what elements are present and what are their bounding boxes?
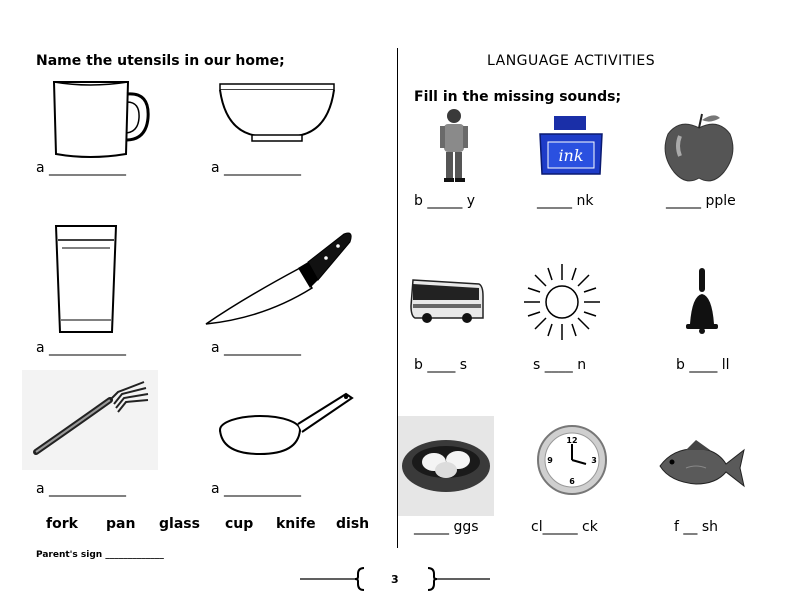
sun-icon <box>522 262 602 342</box>
word-cup: cup <box>225 516 254 532</box>
answer-line-3[interactable]: a ___________ <box>36 340 127 356</box>
parent-sign[interactable]: Parent's sign _____________ <box>36 550 164 560</box>
answer-line-5[interactable]: a ___________ <box>36 481 127 497</box>
bell-icon <box>684 266 720 336</box>
svg-text:12: 12 <box>566 436 578 445</box>
missing-sound-boy[interactable]: b _____ y <box>414 193 476 209</box>
nest-eggs-icon <box>398 416 494 516</box>
boy-icon <box>436 106 472 184</box>
svg-text:9: 9 <box>547 456 553 465</box>
word-dish: dish <box>336 516 370 532</box>
left-heading: Name the utensils in our home; <box>36 53 285 69</box>
glass-icon <box>54 224 118 336</box>
missing-sound-eggs[interactable]: _____ ggs <box>414 519 479 535</box>
answer-line-4[interactable]: a ___________ <box>211 340 302 356</box>
word-glass: glass <box>159 516 200 532</box>
svg-text:6: 6 <box>569 477 575 486</box>
answer-line-1[interactable]: a ___________ <box>36 160 127 176</box>
word-fork: fork <box>46 516 78 532</box>
word-pan: pan <box>106 516 136 532</box>
ink-label: ink <box>558 146 584 165</box>
ink-bottle-icon <box>538 114 604 176</box>
missing-sound-bus[interactable]: b ____ s <box>414 357 468 373</box>
page-number: 3 <box>391 573 399 586</box>
missing-sound-fish[interactable]: f __ sh <box>674 519 718 535</box>
missing-sound-ink[interactable]: _____ nk <box>537 193 594 209</box>
missing-sound-bell[interactable]: b ____ ll <box>676 357 730 373</box>
fork-icon <box>22 370 158 470</box>
cup-icon <box>50 78 150 160</box>
answer-line-2[interactable]: a ___________ <box>211 160 302 176</box>
missing-sound-apple[interactable]: _____ pple <box>666 193 736 209</box>
bus-icon <box>409 276 485 326</box>
word-knife: knife <box>276 516 316 532</box>
missing-sound-clock[interactable]: cl_____ ck <box>531 519 598 535</box>
knife-icon <box>204 228 354 328</box>
page-title: LANGUAGE ACTIVITIES <box>487 53 656 69</box>
right-heading: Fill in the missing sounds; <box>414 89 622 105</box>
svg-text:3: 3 <box>591 456 597 465</box>
pan-icon <box>218 388 354 458</box>
answer-line-6[interactable]: a ___________ <box>211 481 302 497</box>
fish-icon <box>656 438 746 494</box>
apple-icon <box>662 112 736 184</box>
missing-sound-sun[interactable]: s ____ n <box>533 357 587 373</box>
clock-icon <box>536 424 608 496</box>
bowl-icon <box>218 82 336 144</box>
